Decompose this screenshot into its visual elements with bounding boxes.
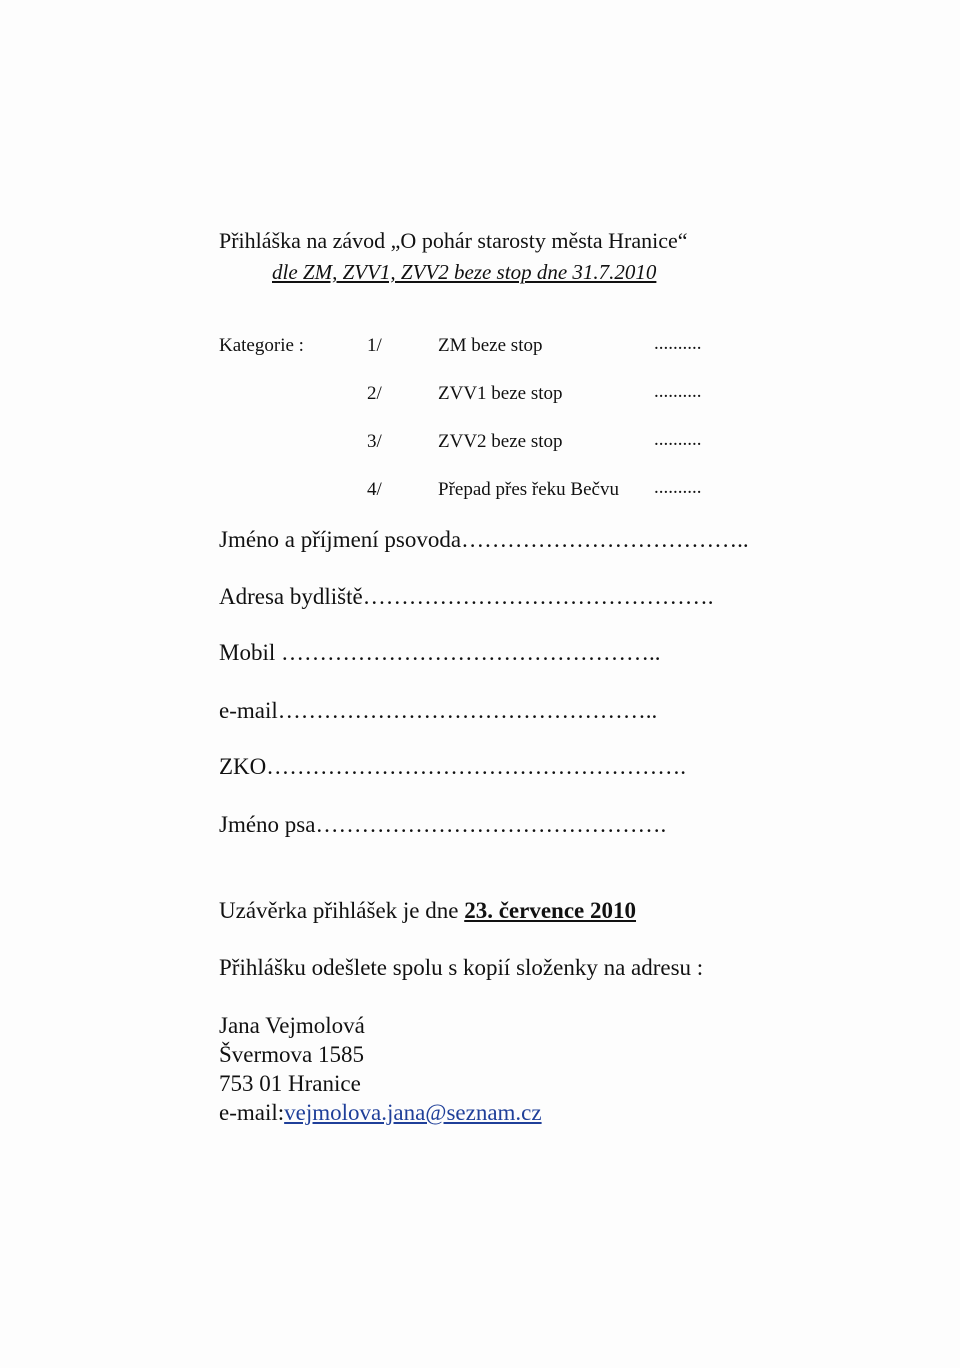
field-blank[interactable]: ………………………………………….. — [275, 640, 661, 665]
field-label: Jméno a příjmení psovoda — [219, 527, 462, 552]
deadline-text: Uzávěrka přihlášek je dne — [219, 898, 465, 923]
category-number: 4/ — [367, 479, 382, 500]
field-address[interactable] — [219, 584, 713, 610]
contact-email-link[interactable]: vejmolova.jana@seznam.cz — [284, 1100, 542, 1125]
field-dog-name[interactable] — [219, 812, 666, 838]
field-handler-name[interactable] — [219, 527, 749, 553]
categories-label: Kategorie : — [219, 335, 304, 356]
category-blank[interactable]: .......... — [654, 429, 702, 450]
field-blank[interactable]: ………………………………………. — [362, 584, 714, 609]
field-mobile[interactable] — [219, 640, 660, 666]
form-subtitle: dle ZM, ZVV1, ZVV2 beze stop dne 31.7.2010 — [272, 260, 657, 284]
category-number: 1/ — [367, 335, 382, 356]
category-name: ZVV2 beze stop — [438, 431, 563, 452]
field-label: Mobil — [219, 640, 276, 665]
field-blank[interactable]: ………………………………………. — [315, 812, 667, 837]
instructions: Přihlášku odešlete spolu s kopií složenky na adresu : — [219, 955, 704, 980]
contact-city: 753 01 Hranice — [219, 1071, 361, 1096]
field-label: ZKO — [219, 754, 267, 779]
field-label: e-mail — [219, 698, 278, 723]
field-blank[interactable]: ……………………………….. — [461, 527, 749, 552]
field-zko[interactable] — [219, 754, 686, 780]
category-number: 3/ — [367, 431, 382, 452]
contact-name: Jana Vejmolová — [219, 1013, 365, 1038]
field-label: Adresa bydliště — [219, 584, 363, 609]
contact-email-label: e-mail: — [219, 1100, 285, 1125]
category-blank[interactable]: .......... — [654, 333, 702, 354]
contact-street: Švermova 1585 — [219, 1042, 365, 1067]
category-number: 2/ — [367, 383, 382, 404]
field-blank[interactable]: ………………………………………………. — [266, 754, 687, 779]
category-name: ZVV1 beze stop — [438, 383, 563, 404]
form-title: Přihláška na závod „O pohár starosty města Hranice“ — [219, 228, 688, 253]
deadline-date: 23. července 2010 — [464, 898, 637, 923]
field-blank[interactable]: ………………………………………….. — [277, 698, 658, 723]
contact-email-line — [219, 1100, 542, 1126]
category-blank[interactable]: .......... — [654, 381, 702, 402]
field-label: Jméno psa — [219, 812, 316, 837]
field-email[interactable] — [219, 698, 657, 724]
category-blank[interactable]: .......... — [654, 477, 702, 498]
category-name: ZM beze stop — [438, 335, 543, 356]
deadline-line — [219, 898, 636, 924]
category-name: Přepad přes řeku Bečvu — [438, 479, 619, 500]
